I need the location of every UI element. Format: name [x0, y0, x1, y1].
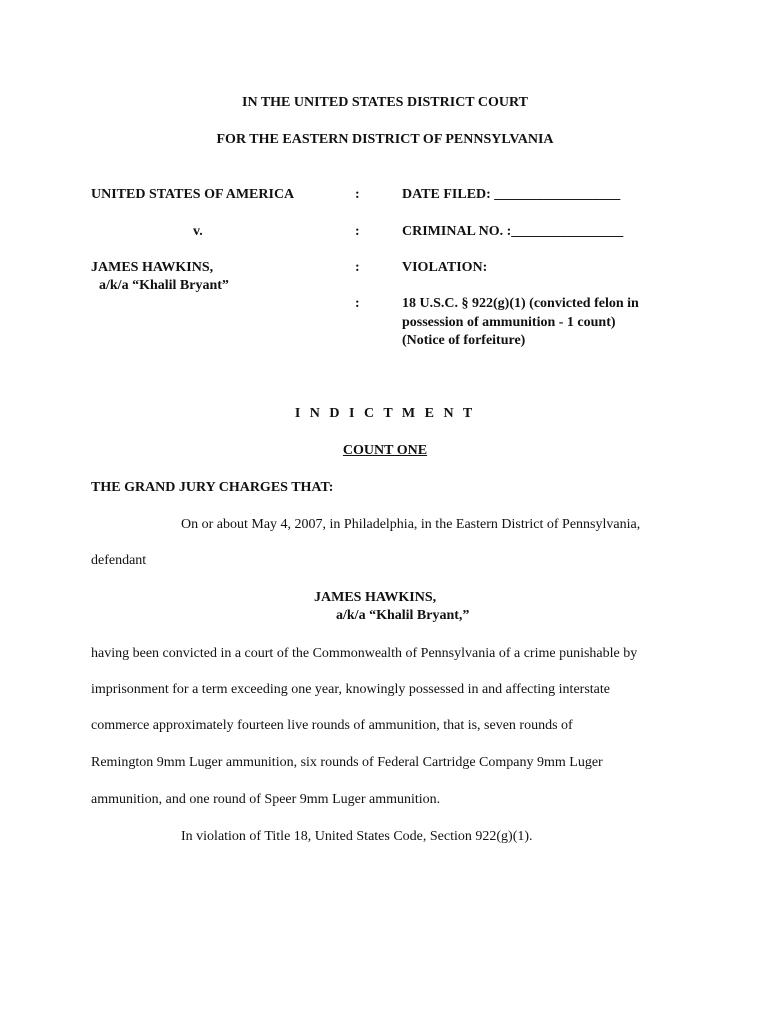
- caption-separator: :: [355, 296, 360, 311]
- date-filed: DATE FILED: __________________: [402, 187, 621, 202]
- violation-statute: 18 U.S.C. § 922(g)(1) (convicted felon in: [402, 296, 639, 311]
- court-title: IN THE UNITED STATES DISTRICT COURT: [242, 95, 528, 110]
- caption-separator: :: [355, 187, 360, 202]
- caption-separator: :: [355, 260, 360, 275]
- caption-separator: :: [355, 224, 360, 239]
- paragraph-line: commerce approximately fourteen live rounds of ammunition, that is, seven rounds of: [91, 718, 573, 733]
- indictment-title: I N D I C T M E N T: [294, 406, 476, 421]
- defendant-name: JAMES HAWKINS,: [314, 590, 437, 605]
- defendant-alias: a/k/a “Khalil Bryant,”: [336, 608, 470, 623]
- paragraph-line: ammunition, and one round of Speer 9mm Luger ammunition.: [91, 792, 441, 807]
- paragraph-line: defendant: [91, 553, 147, 568]
- paragraph-line: having been convicted in a court of the Commonwealth of Pennsylvania of a crime punishable by: [91, 646, 638, 661]
- paragraph-line: On or about May 4, 2007, in Philadelphia, in the Eastern District of Pennsylvania,: [181, 517, 641, 532]
- caption-versus: v.: [193, 224, 203, 239]
- caption-plaintiff: UNITED STATES OF AMERICA: [91, 187, 295, 202]
- caption-defendant: JAMES HAWKINS,: [91, 260, 214, 275]
- criminal-number: CRIMINAL NO. :________________: [402, 224, 624, 239]
- court-district: FOR THE EASTERN DISTRICT OF PENNSYLVANIA: [216, 132, 554, 147]
- violation-forfeiture: (Notice of forfeiture): [402, 333, 526, 348]
- caption-defendant-alias: a/k/a “Khalil Bryant”: [99, 278, 229, 293]
- count-title: COUNT ONE: [342, 443, 428, 458]
- charges-heading: THE GRAND JURY CHARGES THAT:: [91, 480, 334, 495]
- violation-description: possession of ammunition - 1 count): [402, 315, 616, 330]
- violation-label: VIOLATION:: [402, 260, 488, 275]
- paragraph-line: imprisonment for a term exceeding one year, knowingly possessed in and affecting interstate: [91, 682, 610, 697]
- paragraph-line: Remington 9mm Luger ammunition, six rounds of Federal Cartridge Company 9mm Luger: [91, 755, 603, 770]
- violation-statement: In violation of Title 18, United States Code, Section 922(g)(1).: [181, 829, 533, 844]
